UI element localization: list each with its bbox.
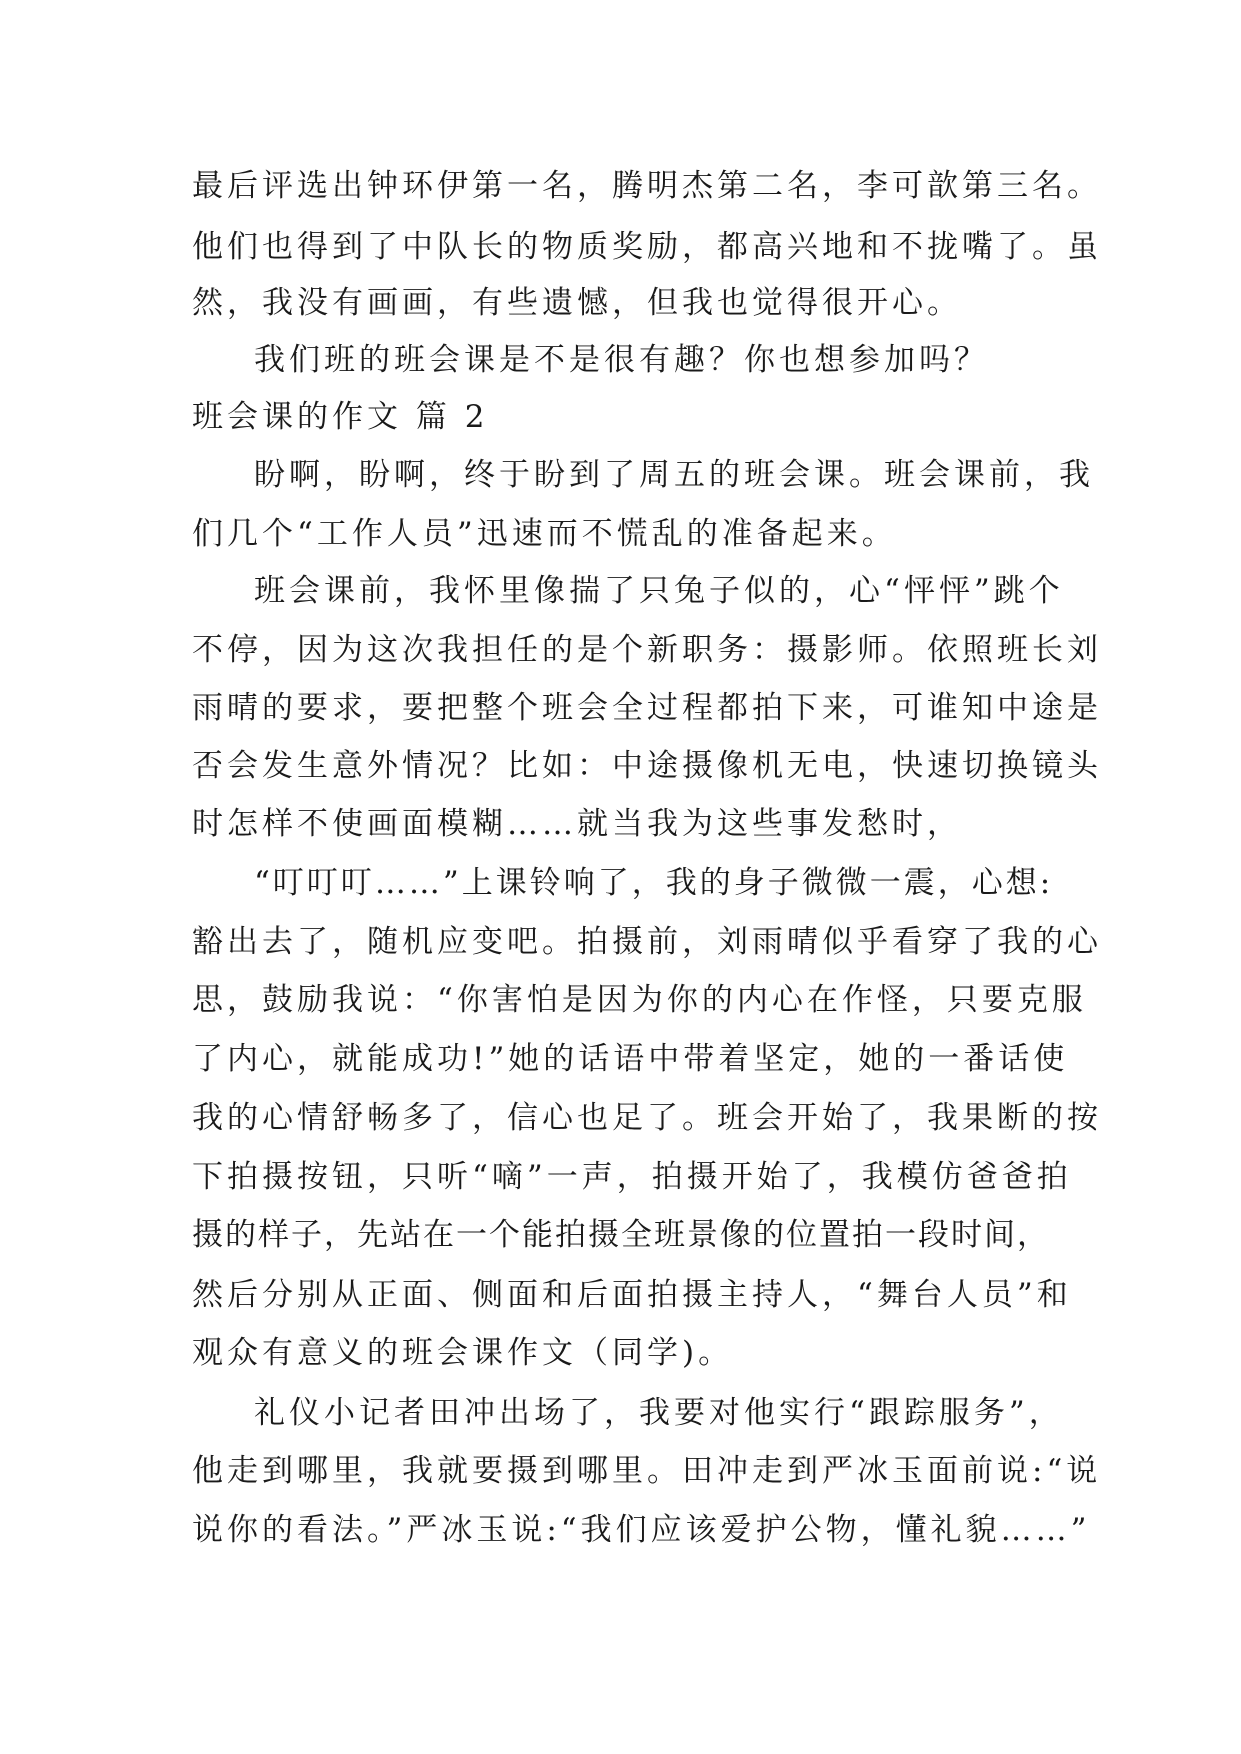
- paragraph-line: 他走到哪里，我就要摄到哪里。田冲走到严冰玉面前说:“说: [192, 1453, 1102, 1489]
- paragraph-line: 然，我没有画画，有些遗憾，但我也觉得很开心。: [192, 285, 962, 321]
- paragraph-line: 雨晴的要求，要把整个班会全过程都拍下来，可谁知中途是: [192, 690, 1102, 726]
- paragraph-line: 我们班的班会课是不是很有趣？你也想参加吗？: [254, 342, 989, 378]
- paragraph-line: 礼仪小记者田冲出场了，我要对他实行“跟踪服务”，: [254, 1395, 1064, 1431]
- paragraph-line: 说你的看法。”严冰玉说:“我们应该爱护公物，懂礼貌……”: [192, 1512, 1091, 1548]
- paragraph-line: 时怎样不使画面模糊……就当我为这些事发愁时，: [192, 806, 962, 842]
- paragraph-line: 思，鼓励我说：“你害怕是因为你的内心在作怪，只要克服: [192, 982, 1087, 1018]
- paragraph-line: 了内心，就能成功!”她的话语中带着坚定，她的一番话使: [192, 1041, 1069, 1077]
- section-heading: 班会课的作文 篇 2: [192, 399, 489, 435]
- paragraph-line: 否会发生意外情况？比如：中途摄像机无电，快速切换镜头: [192, 748, 1102, 784]
- paragraph-line: 然后分别从正面、侧面和后面拍摄主持人，“舞台人员”和: [192, 1277, 1072, 1313]
- paragraph-line: 他们也得到了中队长的物质奖励，都高兴地和不拢嘴了。虽: [192, 229, 1102, 265]
- paragraph-line: 豁出去了，随机应变吧。拍摄前，刘雨晴似乎看穿了我的心: [192, 924, 1102, 960]
- paragraph-line: 最后评选出钟环伊第一名，腾明杰第二名，李可歆第三名。: [192, 168, 1102, 204]
- paragraph-line: 们几个“工作人员”迅速而不慌乱的准备起来。: [192, 516, 897, 552]
- paragraph-line: 观众有意义的班会课作文（同学)。: [192, 1335, 734, 1371]
- paragraph-line: 下拍摄按钮，只听“嘀”一声，拍摄开始了，我模仿爸爸拍: [192, 1159, 1072, 1195]
- paragraph-line: 摄的样子，先站在一个能拍摄全班景像的位置拍一段时间，: [192, 1217, 1050, 1253]
- paragraph-line: 我的心情舒畅多了，信心也足了。班会开始了，我果断的按: [192, 1100, 1102, 1136]
- paragraph-line: 盼啊，盼啊，终于盼到了周五的班会课。班会课前，我: [254, 457, 1094, 493]
- paragraph-line: “叮叮叮……”上课铃响了，我的身子微微一震，心想:: [254, 865, 1054, 901]
- paragraph-line: 不停，因为这次我担任的是个新职务：摄影师。依照班长刘: [192, 632, 1102, 668]
- paragraph-line: 班会课前，我怀里像揣了只兔子似的，心“怦怦”跳个: [254, 573, 1064, 609]
